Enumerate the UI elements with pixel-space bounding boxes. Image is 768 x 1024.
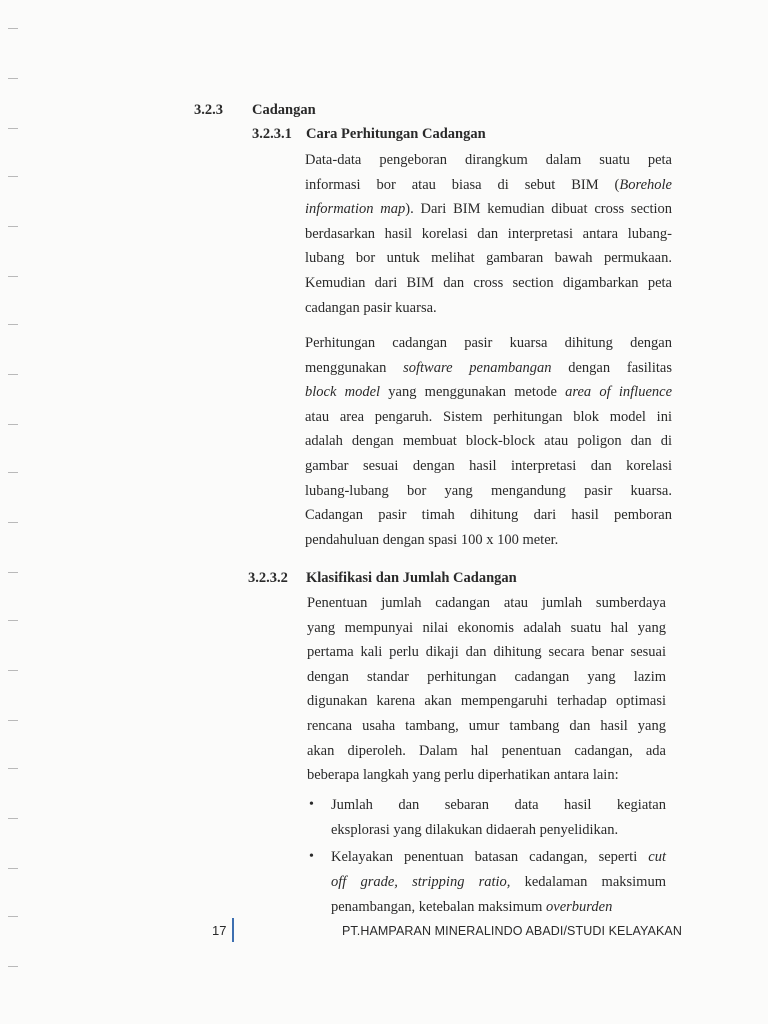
text-run: Kemudian dari BIM dan cross section digambarkan peta (305, 275, 672, 291)
text-run: Cadangan pasir timah dihitung dari hasil pemboran (305, 507, 672, 524)
italic-term: off grade, stripping ratio, (331, 874, 511, 891)
text-line (307, 741, 666, 761)
text-run: penambangan, ketebalan maksimum (331, 899, 547, 916)
subsection-1-number: 3.2.3.1 (252, 126, 292, 142)
italic-term: cut (648, 849, 666, 865)
italic-term: area of influence (565, 384, 673, 401)
text-line (331, 795, 666, 815)
text-run: Perhitungan cadangan pasir kuarsa dihitung dengan (305, 335, 672, 351)
text-run: pertama kali perlu dikaji dan dihitung secara benar sesuai (307, 644, 666, 661)
text-line (305, 382, 672, 402)
bullet-icon: • (309, 849, 314, 864)
text-line (307, 716, 666, 736)
footer-divider (232, 918, 234, 942)
text-run: yang mempunyai nilai ekonomis adalah suatu hal yang (307, 619, 666, 636)
text-run: informasi bor atau biasa di sebut BIM ( (305, 176, 620, 193)
text-run: Jumlah dan sebaran data hasil kegiatan (331, 797, 666, 813)
text-run: Data-data pengeboran dirangkum dalam suatu peta (305, 152, 672, 168)
text-run: gambar sesuai dengan hasil interpretasi dan korelasi (305, 458, 672, 474)
text-line (305, 333, 672, 353)
italic-term: information map (305, 201, 406, 218)
subsection-2-number: 3.2.3.2 (248, 570, 288, 586)
text-line (305, 224, 672, 244)
text-line (305, 199, 672, 219)
text-line (305, 150, 672, 170)
text-run: menggunakan (305, 359, 404, 376)
section-title: Cadangan (252, 102, 316, 118)
text-line (307, 691, 666, 711)
text-line (331, 847, 666, 867)
text-run: yang menggunakan metode (380, 384, 566, 401)
text-run: rencana usaha tambang, umur tambang dan hasil yang (307, 718, 666, 734)
text-line (307, 667, 666, 687)
text-line (305, 175, 672, 195)
italic-term: software penambangan (403, 359, 552, 376)
text-run: cadangan pasir kuarsa. (305, 299, 437, 316)
text-run: digunakan karena akan mempengaruhi terhadap optimasi (307, 693, 666, 710)
text-line (305, 530, 672, 550)
text-run: lubang bor untuk melihat gambaran bawah permukaan. (305, 250, 672, 267)
page-number: 17 (212, 923, 227, 938)
text-line (305, 298, 672, 318)
text-line (307, 593, 666, 613)
text-line (331, 820, 666, 840)
text-run: pendahuluan dengan spasi 100 x 100 meter. (305, 531, 559, 548)
text-line (305, 273, 672, 293)
text-run: kedalaman maksimum (510, 874, 666, 891)
text-line (305, 248, 672, 268)
italic-term: block model (305, 384, 381, 401)
text-run: beberapa langkah yang perlu diperhatikan antara lain: (307, 767, 619, 784)
subsection-2-title: Klasifikasi dan Jumlah Cadangan (306, 570, 517, 586)
italic-term: overburden (546, 899, 613, 916)
text-run: dengan fasilitas (551, 359, 672, 376)
text-run: dengan standar perhitungan cadangan yang lazim (307, 668, 666, 685)
text-run: berdasarkan hasil korelasi dan interpretasi antara lubang- (305, 225, 672, 242)
text-line (331, 872, 666, 892)
text-line (331, 897, 666, 917)
bullet-icon: • (309, 797, 314, 812)
subsection-1-title: Cara Perhitungan Cadangan (306, 126, 486, 142)
text-run: adalah dengan membuat block-block atau poligon dan di (305, 433, 672, 450)
italic-term: Borehole (619, 176, 672, 193)
text-line (307, 642, 666, 662)
text-run: Penentuan jumlah cadangan atau jumlah sumberdaya (307, 595, 666, 611)
text-run: ). Dari BIM kemudian dibuat cross section (405, 201, 673, 218)
text-run: akan diperoleh. Dalam hal penentuan cadangan, ada (307, 742, 666, 759)
text-line (305, 505, 672, 525)
text-run: lubang-lubang bor yang mengandung pasir kuarsa. (305, 482, 672, 499)
text-line (305, 481, 672, 501)
text-line (305, 456, 672, 476)
text-line (307, 618, 666, 638)
text-run: eksplorasi yang dilakukan didaerah penyelidikan. (331, 822, 619, 839)
section-number: 3.2.3 (194, 102, 223, 118)
text-run: Kelayakan penentuan batasan cadangan, seperti (331, 849, 649, 865)
text-line (305, 407, 672, 427)
text-line (307, 765, 666, 785)
text-line (305, 431, 672, 451)
text-run: atau area pengaruh. Sistem perhitungan blok model ini (305, 408, 672, 425)
text-line (305, 358, 672, 378)
footer-text: PT.HAMPARAN MINERALINDO ABADI/STUDI KELAYAKAN (342, 924, 682, 938)
